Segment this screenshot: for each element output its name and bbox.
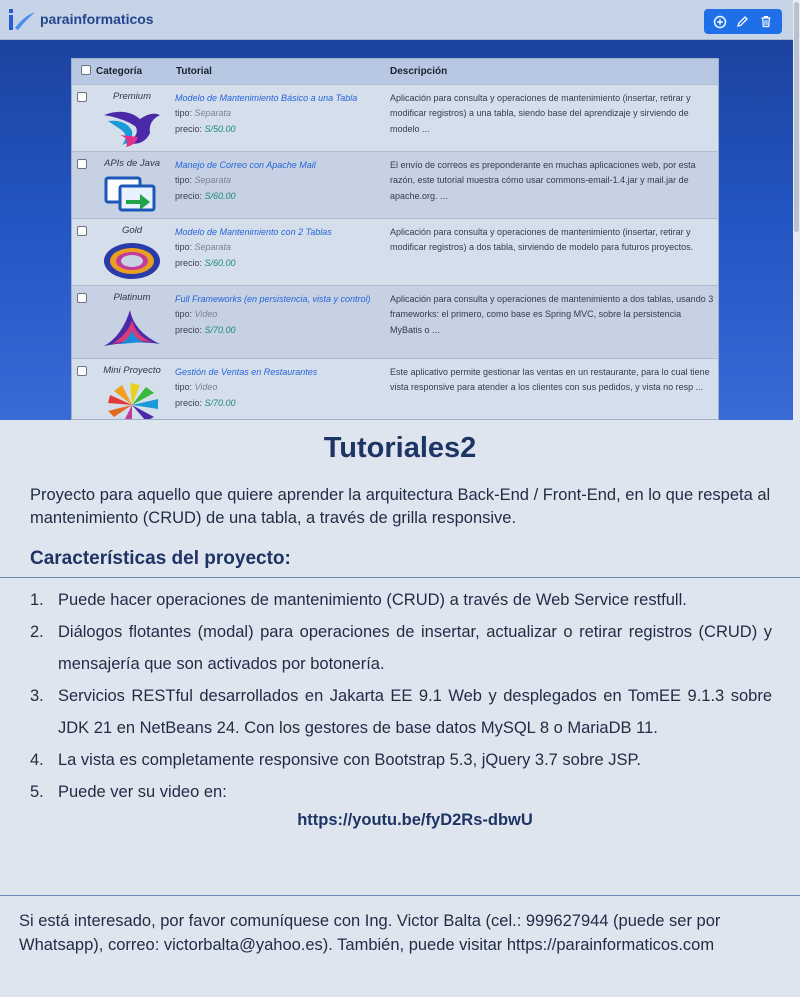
category-name: Premium (112, 90, 151, 102)
divider (0, 895, 800, 896)
scrollbar-thumb[interactable] (794, 2, 799, 232)
intro-text: Proyecto para aquello que quiere aprender la arquitectura Back-End / Front-End, en lo que respeta al mantenimiento (CRUD) de una tabla, a través de grilla responsive. (30, 486, 771, 527)
row-select-cell (72, 285, 92, 358)
description-cell: Este aplicativo permite gestionar las ventas en un restaurante, para lo cual tiene vista responsive para atender a los clientes con sus pedidos, y vista no resp ... (386, 358, 718, 420)
category-cell (92, 151, 172, 218)
header-tutorial: Tutorial (176, 65, 212, 77)
brand-name: parainformaticos (40, 11, 154, 27)
tipo-line (175, 106, 383, 122)
pencil-icon (736, 15, 749, 28)
row-select-cell (72, 218, 92, 285)
list-item (30, 616, 772, 680)
contact-text: Si está interesado, por favor comuníquese con Ing. Victor Balta (cel.: 999627944 (puede ser por Whatsapp), correo: victorbalta@yahoo.es). También, puede visitar https://parainformaticos.com (19, 912, 721, 954)
plus-circle-icon (713, 15, 727, 29)
list-number: 1. (30, 591, 44, 609)
feature-text: Puede ver su video en: (58, 783, 227, 801)
list-item (30, 680, 772, 744)
category-name: APIs de Java (104, 157, 160, 169)
precio-value: S/70.00 (204, 397, 236, 408)
precio-line (175, 256, 383, 272)
tipo-label: tipo: (175, 382, 193, 392)
feature-text: Servicios RESTful desarrollados en Jakarta EE 9.1 Web y desplegados en TomEE 9.1.3 sobre JDK 21 en NetBeans 24. Con los gestores de base datos MySQL 8 o MariaDB 11. (58, 687, 772, 737)
tutorial-link[interactable]: Modelo de Mantenimiento Básico a una Tabla (175, 92, 358, 103)
precio-line (175, 323, 383, 339)
category-name: Mini Proyecto (103, 364, 161, 376)
header-descripcion: Descripción (390, 65, 448, 77)
tipo-value: Video (194, 309, 218, 319)
row-checkbox[interactable] (77, 366, 87, 376)
tutorial-cell (172, 285, 386, 358)
row-select-cell (72, 358, 92, 420)
tipo-label: tipo: (175, 175, 193, 185)
description-cell: El envío de correos es preponderante en muchas aplicaciones web, por esta razón, este tutorial muestra cómo usar commons-email-1.4.jar y mail.jar de apache.org. ... (386, 151, 718, 218)
description-cell: Aplicación para consulta y operaciones de mantenimiento (insertar, retirar y modificar registros) a dos tabla, sirviendo de modelo para futuros proyectos. (386, 218, 718, 285)
apis-java-logo-icon (100, 172, 164, 216)
list-number: 4. (30, 751, 44, 769)
list-item (30, 744, 772, 776)
tipo-value: Separata (194, 175, 232, 185)
tutorial-link[interactable]: Manejo de Correo con Apache Mail (175, 159, 316, 170)
description-cell: Aplicación para consulta y operaciones de mantenimiento a dos tablas, usando 3 frameworks: el primero, como base es Spring MVC, sobre la persistencia MyBatis o ... (386, 285, 718, 358)
features-heading: Características del proyecto: (30, 548, 291, 569)
video-link[interactable]: https://youtu.be/fyD2Rs-dbwU (297, 811, 533, 829)
precio-label: precio: (175, 397, 203, 408)
tutorial-cell (172, 151, 386, 218)
precio-value: S/60.00 (204, 190, 236, 201)
row-checkbox[interactable] (77, 92, 87, 102)
precio-line (175, 189, 383, 205)
list-number: 3. (30, 687, 44, 705)
tutorial-link[interactable]: Modelo de Mantenimiento con 2 Tablas (175, 226, 332, 237)
tutorial-cell (172, 358, 386, 420)
table-header-row (72, 59, 718, 84)
tipo-label: tipo: (175, 242, 193, 252)
precio-label: precio: (175, 123, 203, 134)
tipo-line (175, 173, 383, 189)
page-title: Tutoriales2 (323, 432, 477, 464)
tipo-value: Separata (194, 108, 232, 118)
row-checkbox[interactable] (77, 159, 87, 169)
header-categoria: Categoría (96, 65, 143, 77)
row-checkbox[interactable] (77, 226, 87, 236)
app-screenshot (0, 0, 800, 420)
select-all-checkbox[interactable] (81, 65, 91, 75)
select-all-cell (72, 59, 92, 84)
precio-label: precio: (175, 324, 203, 335)
feature-text: Puede hacer operaciones de mantenimiento (CRUD) a través de Web Service restfull. (58, 591, 687, 609)
vertical-scrollbar[interactable] (793, 0, 800, 420)
delete-button[interactable] (757, 13, 775, 31)
list-item (30, 776, 772, 808)
table-row[interactable] (72, 285, 718, 358)
tutorial-cell (172, 218, 386, 285)
category-name: Platinum (113, 291, 151, 303)
platinum-logo-icon (100, 306, 164, 350)
precio-label: precio: (175, 190, 203, 201)
precio-line (175, 396, 383, 412)
tipo-label: tipo: (175, 108, 193, 118)
tutorial-link[interactable]: Gestión de Ventas en Restaurantes (175, 366, 318, 377)
tutorials-table (71, 58, 719, 420)
row-checkbox[interactable] (77, 293, 87, 303)
precio-label: precio: (175, 257, 203, 268)
precio-value: S/50.00 (204, 123, 236, 134)
category-cell (92, 285, 172, 358)
edit-button[interactable] (734, 13, 752, 31)
tipo-line (175, 307, 383, 323)
precio-value: S/70.00 (204, 324, 236, 335)
divider (0, 577, 800, 578)
row-select-cell (72, 151, 92, 218)
list-item (30, 584, 772, 616)
category-name: Gold (121, 224, 143, 236)
list-number: 2. (30, 623, 44, 641)
category-cell (92, 84, 172, 151)
table-row[interactable] (72, 358, 718, 420)
category-cell (92, 358, 172, 420)
precio-line (175, 122, 383, 138)
tipo-value: Separata (194, 242, 232, 252)
brand-logo-icon (6, 6, 36, 32)
table-row[interactable] (72, 151, 718, 218)
brand[interactable] (6, 6, 154, 32)
tutorial-link[interactable]: Full Frameworks (en persistencia, vista y control) (175, 293, 371, 304)
list-number: 5. (30, 783, 44, 801)
mini-proyecto-logo-icon (100, 379, 164, 421)
features-list (30, 584, 772, 808)
gold-logo-icon (100, 239, 164, 283)
add-button[interactable] (711, 13, 729, 31)
premium-logo-icon (100, 105, 164, 149)
feature-text: La vista es completamente responsive con Bootstrap 5.3, jQuery 3.7 sobre JSP. (58, 751, 642, 769)
tutorial-cell (172, 84, 386, 151)
tipo-value: Video (194, 382, 218, 392)
action-toolbar (704, 9, 782, 34)
table-row[interactable] (72, 84, 718, 151)
feature-text: Diálogos flotantes (modal) para operaciones de insertar, actualizar o retirar registros (CRUD) y mensajería que son activados por botonería. (58, 623, 772, 673)
table-row[interactable] (72, 218, 718, 285)
tipo-line (175, 380, 383, 396)
precio-value: S/60.00 (204, 257, 236, 268)
description-cell: Aplicación para consulta y operaciones de mantenimiento (insertar, retirar y modificar registros) a una tabla, siendo base del aprendizaje y sirviendo de modelo ... (386, 84, 718, 151)
tipo-label: tipo: (175, 309, 193, 319)
navbar (0, 0, 793, 40)
row-select-cell (72, 84, 92, 151)
trash-icon (760, 15, 772, 28)
tipo-line (175, 240, 383, 256)
category-cell (92, 218, 172, 285)
